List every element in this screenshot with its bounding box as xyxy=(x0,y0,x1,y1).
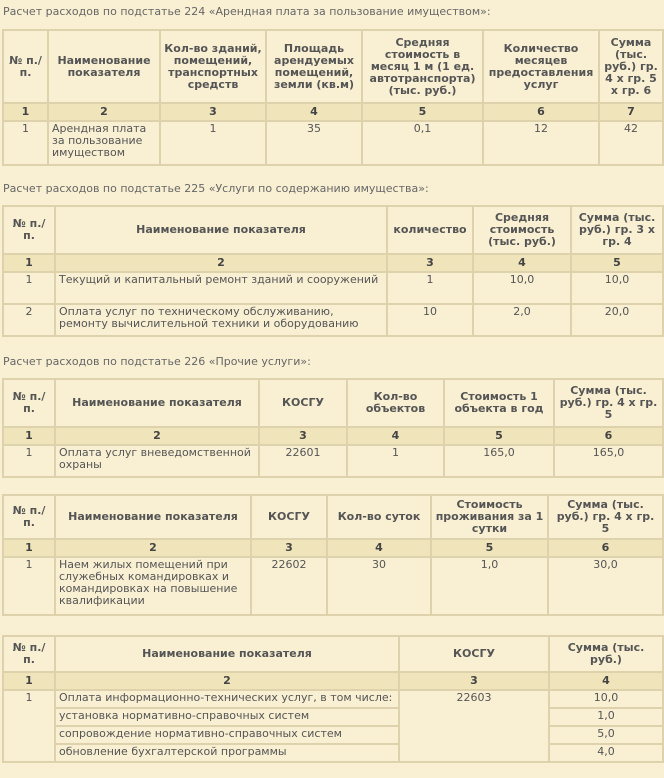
caption-224: Расчет расходов по подстатье 224 «Арендная плата за пользование имуществом»: xyxy=(3,5,491,18)
cell-kosgu: 22603 xyxy=(399,690,549,762)
cell-months: 12 xyxy=(483,121,599,165)
table-row xyxy=(3,708,663,726)
cell-avg-cost: 10,0 xyxy=(473,272,571,304)
table-row xyxy=(3,557,663,615)
col-header-days: Кол-во суток xyxy=(327,495,431,539)
column-number-row xyxy=(3,103,663,121)
column-number-row xyxy=(3,254,663,272)
col-num: 3 xyxy=(387,254,473,272)
col-num: 4 xyxy=(327,539,431,557)
col-header-no: № п./п. xyxy=(3,206,55,254)
cell-sum: 10,0 xyxy=(549,690,663,708)
col-num: 6 xyxy=(548,539,663,557)
col-num: 2 xyxy=(55,672,399,690)
col-num: 3 xyxy=(399,672,549,690)
col-num: 1 xyxy=(3,672,55,690)
col-num: 2 xyxy=(55,254,387,272)
cell-no: 1 xyxy=(3,557,55,615)
table-row xyxy=(3,726,663,744)
table-226-it-services xyxy=(2,635,664,763)
cell-object-cost: 165,0 xyxy=(444,445,554,477)
cell-sum: 42 xyxy=(599,121,663,165)
col-header-no: № п./п. xyxy=(3,379,55,427)
cell-no: 1 xyxy=(3,445,55,477)
col-header-avg-cost: Средняя стоимость в месяц 1 м (1 ед. автотранспорта) (тыс. руб.) xyxy=(362,30,483,103)
caption-226: Расчет расходов по подстатье 226 «Прочие услуги»: xyxy=(3,355,311,368)
col-num: 4 xyxy=(473,254,571,272)
col-header-no: № п./п. xyxy=(3,30,48,103)
cell-name: Оплата услуг по техническому обслуживанию, ремонту вычислительной техники и оборудованию xyxy=(55,304,387,336)
table-row xyxy=(3,272,663,304)
col-header-area: Площадь арендуемых помещений, земли (кв.м) xyxy=(266,30,362,103)
cell-sum: 4,0 xyxy=(549,744,663,762)
col-num: 2 xyxy=(55,427,259,445)
col-num: 4 xyxy=(549,672,663,690)
table-row xyxy=(3,121,663,165)
caption-225: Расчет расходов по подстатье 225 «Услуги по содержанию имущества»: xyxy=(3,182,429,195)
cell-sum: 165,0 xyxy=(554,445,663,477)
col-num: 5 xyxy=(571,254,663,272)
cell-no: 1 xyxy=(3,272,55,304)
col-num: 5 xyxy=(362,103,483,121)
cell-name: Оплата информационно-технических услуг, в том числе: xyxy=(55,690,399,708)
table-225 xyxy=(2,205,664,337)
table-226-accommodation xyxy=(2,494,664,616)
col-num: 3 xyxy=(251,539,327,557)
cell-no: 1 xyxy=(3,121,48,165)
cell-avg-cost: 2,0 xyxy=(473,304,571,336)
table-row xyxy=(3,744,663,762)
table-226-security xyxy=(2,378,664,478)
column-number-row xyxy=(3,539,663,557)
col-header-sum: Сумма (тыс. руб.) xyxy=(549,636,663,672)
col-header-object-cost: Стоимость 1 объекта в год xyxy=(444,379,554,427)
cell-name: Арендная плата за пользование имуществом xyxy=(48,121,160,165)
col-header-sum: Сумма (тыс. руб.) гр. 4 х гр. 5 xyxy=(554,379,663,427)
cell-name: установка нормативно-справочных систем xyxy=(55,708,399,726)
column-number-row xyxy=(3,427,663,445)
col-num: 6 xyxy=(483,103,599,121)
cell-name: сопровождение нормативно-справочных систем xyxy=(55,726,399,744)
col-num: 1 xyxy=(3,539,55,557)
cell-kosgu: 22601 xyxy=(259,445,347,477)
col-header-quantity: количество xyxy=(387,206,473,254)
col-num: 7 xyxy=(599,103,663,121)
col-header-name: Наименование показателя xyxy=(48,30,160,103)
col-num: 4 xyxy=(347,427,444,445)
col-header-day-cost: Стоимость проживания за 1 сутки xyxy=(431,495,548,539)
cell-kosgu: 22602 xyxy=(251,557,327,615)
col-num: 1 xyxy=(3,103,48,121)
cell-sum: 1,0 xyxy=(549,708,663,726)
col-header-name: Наименование показателя xyxy=(55,206,387,254)
table-row xyxy=(3,445,663,477)
col-header-sum: Сумма (тыс. руб.) гр. 3 х гр. 4 xyxy=(571,206,663,254)
cell-count: 1 xyxy=(160,121,266,165)
col-num: 5 xyxy=(444,427,554,445)
cell-day-cost: 1,0 xyxy=(431,557,548,615)
cell-sum: 30,0 xyxy=(548,557,663,615)
column-number-row xyxy=(3,672,663,690)
cell-name: Наем жилых помещений при служебных командировках и командировках на повышение квалификации xyxy=(55,557,251,615)
cell-sum: 20,0 xyxy=(571,304,663,336)
cell-avg-cost: 0,1 xyxy=(362,121,483,165)
cell-name: Оплата услуг вневедомственной охраны xyxy=(55,445,259,477)
col-num: 2 xyxy=(48,103,160,121)
col-header-name: Наименование показателя xyxy=(55,636,399,672)
col-header-kosgu: КОСГУ xyxy=(259,379,347,427)
col-header-avg-cost: Средняя стоимость (тыс. руб.) xyxy=(473,206,571,254)
col-num: 3 xyxy=(259,427,347,445)
col-header-name: Наименование показателя xyxy=(55,495,251,539)
col-num: 6 xyxy=(554,427,663,445)
col-header-months: Количество месяцев предоставления услуг xyxy=(483,30,599,103)
table-row xyxy=(3,690,663,708)
cell-area: 35 xyxy=(266,121,362,165)
col-num: 2 xyxy=(55,539,251,557)
col-num: 1 xyxy=(3,254,55,272)
col-header-name: Наименование показателя xyxy=(55,379,259,427)
cell-days: 30 xyxy=(327,557,431,615)
col-header-no: № п./п. xyxy=(3,495,55,539)
col-header-count: Кол-во зданий, помещений, транспортных средств xyxy=(160,30,266,103)
col-header-kosgu: КОСГУ xyxy=(251,495,327,539)
table-224 xyxy=(2,29,664,166)
cell-sum: 5,0 xyxy=(549,726,663,744)
col-header-sum: Сумма (тыс. руб.) гр. 4 х гр. 5 xyxy=(548,495,663,539)
cell-quantity: 1 xyxy=(387,272,473,304)
col-header-sum: Сумма (тыс. руб.) гр. 4 х гр. 5 х гр. 6 xyxy=(599,30,663,103)
cell-no: 1 xyxy=(3,690,55,762)
col-header-kosgu: КОСГУ xyxy=(399,636,549,672)
col-num: 4 xyxy=(266,103,362,121)
col-num: 5 xyxy=(431,539,548,557)
cell-quantity: 10 xyxy=(387,304,473,336)
col-num: 3 xyxy=(160,103,266,121)
col-num: 1 xyxy=(3,427,55,445)
cell-objects: 1 xyxy=(347,445,444,477)
cell-sum: 10,0 xyxy=(571,272,663,304)
cell-name: обновление бухгалтерской программы xyxy=(55,744,399,762)
col-header-no: № п./п. xyxy=(3,636,55,672)
table-row xyxy=(3,304,663,336)
cell-no: 2 xyxy=(3,304,55,336)
col-header-objects: Кол-во объектов xyxy=(347,379,444,427)
cell-name: Текущий и капитальный ремонт зданий и сооружений xyxy=(55,272,387,304)
